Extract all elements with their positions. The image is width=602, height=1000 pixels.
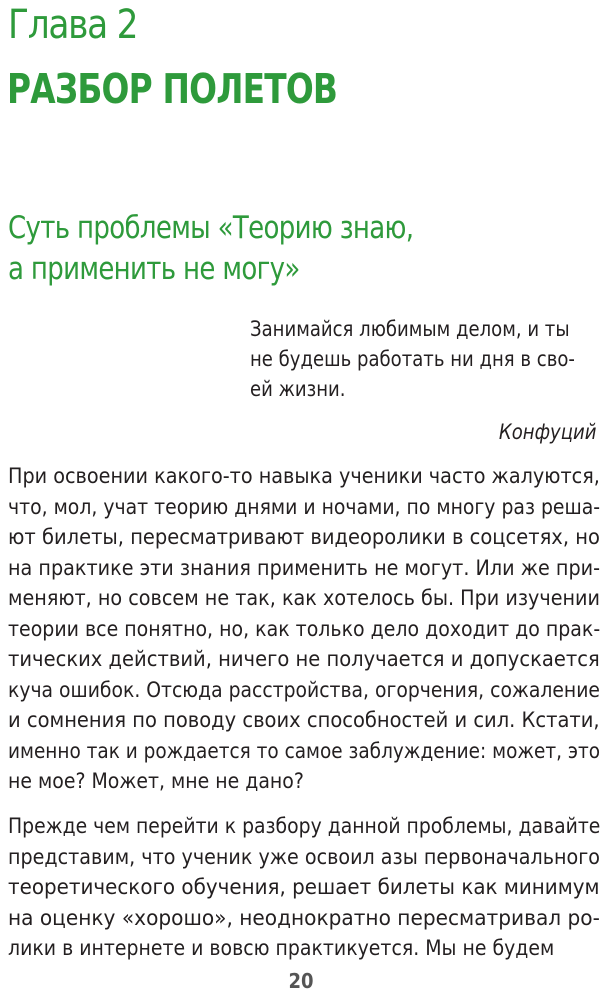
paragraph-line: куча ошибок. Отсюда расстройства, огорчения, сожаление xyxy=(8,677,600,702)
section-title-line: а применить не могу» xyxy=(8,251,300,287)
epigraph-line: Занимайся любимым делом, и ты xyxy=(250,317,570,341)
page-number: 20 xyxy=(288,969,314,993)
paragraph-line: Прежде чем перейти к разбору данной проблемы, давайте xyxy=(8,814,601,838)
paragraph-line: не мое? Может, мне не дано? xyxy=(8,769,304,793)
body-paragraph xyxy=(8,811,600,964)
paragraph-line: тических действий, ничего не получается и допускается xyxy=(8,647,600,671)
paragraph-line: представим, что ученик уже освоил азы первоначального xyxy=(8,844,600,869)
paragraph-line: меняют, но совсем не так, как хотелось бы. При изучении xyxy=(8,586,600,610)
section-title xyxy=(8,208,413,290)
epigraph xyxy=(250,314,575,404)
paragraph-line: на оценку «хорошо», неоднократно пересматривал ро- xyxy=(8,905,600,930)
paragraph-line: и сомнения по поводу своих способностей и сил. Кстати, xyxy=(8,708,600,732)
paragraph-line: теории все понятно, но, как только дело доходит до прак- xyxy=(8,616,601,641)
paragraph-line: именно так и рождается то самое заблуждение: может, это xyxy=(8,738,601,763)
paragraph-line: При освоении какого-то навыка ученики часто жалуются, xyxy=(8,464,600,488)
body-paragraph xyxy=(8,461,600,797)
epigraph-line: ей жизни. xyxy=(250,377,346,401)
paragraph-line: теоретического обучения, решает билеты как минимум xyxy=(8,875,600,899)
paragraph-line: что, мол, учат теорию днями и ночами, по многу раз реша- xyxy=(8,494,601,519)
section-title-line: Суть проблемы «Теорию знаю, xyxy=(8,210,414,246)
chapter-title: РАЗБОР ПОЛЕТОВ xyxy=(7,65,338,113)
chapter-label: Глава 2 xyxy=(8,2,138,48)
paragraph-line: на практике эти знания применить не могут. Или же при- xyxy=(8,555,601,580)
paragraph-line: лики в интернете и вовсю практикуется. Мы не будем xyxy=(8,936,555,960)
epigraph-author: Конфуций xyxy=(498,420,596,444)
epigraph-line: не будешь работать ни дня в сво- xyxy=(250,347,575,371)
paragraph-line: ют билеты, пересматривают видеоролики в соцсетях, но xyxy=(8,525,600,549)
